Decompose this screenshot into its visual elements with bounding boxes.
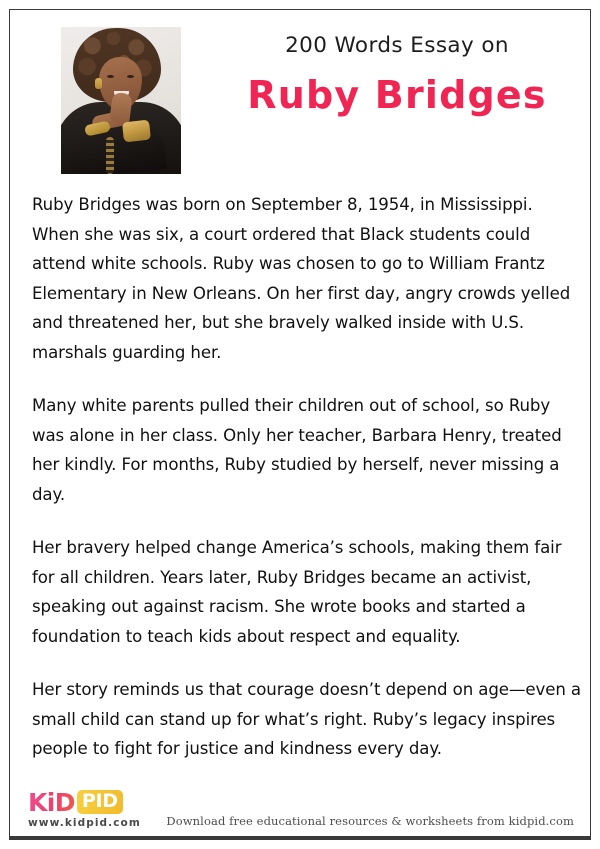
portrait-illustration [61, 27, 181, 174]
portrait-earring [95, 78, 102, 89]
footer-divider [10, 836, 590, 839]
essay-paragraph: Ruby Bridges was born on September 8, 1954, in Mississippi. When she was six, a court ordered that Black students could attend white schools. Ruby was chosen to go to William Frantz Elementary in New Orleans. On her first day, angry crowds yelled and threatened her, but she bravely walked inside with U.S. marshals guarding her. [32, 195, 571, 362]
worksheet-border [9, 9, 591, 840]
portrait-necklace [106, 137, 114, 174]
portrait-eye-left [107, 75, 114, 78]
kidpid-logo-kid-text: KiD [28, 787, 75, 817]
title-block [206, 34, 588, 116]
worksheet-header [10, 10, 590, 175]
page-title: Ruby Bridges [247, 72, 547, 117]
footer-promo-text: Download free educational resources & worksheets from kidpid.com [166, 814, 574, 828]
portrait-hand [109, 92, 133, 124]
portrait-gold-cuff [122, 120, 151, 143]
kidpid-logo-pid-badge: PID [77, 790, 123, 814]
essay-kicker: 200 Words Essay on [285, 33, 509, 58]
essay-body [32, 190, 584, 764]
essay-paragraph: Many white parents pulled their children out of school, so Ruby was alone in her class. Only her teacher, Barbara Henry, treated her kindly. For months, Ruby studied by herself, never missing a day. [32, 396, 562, 504]
essay-paragraph: Her story reminds us that courage doesn’t depend on age—even a small child can stand up for what’s right. Ruby’s legacy inspires people to fight for justice and kindness every day. [32, 680, 581, 758]
essay-paragraph: Her bravery helped change America’s schools, making them fair for all children. Years later, Ruby Bridges became an activist, speaking out against racism. She wrote books and started a foundation to teach kids about respect and equality. [32, 538, 562, 646]
worksheet-footer [10, 777, 590, 839]
ruby-bridges-portrait-photo [61, 27, 181, 174]
kidpid-website-url[interactable]: www.kidpid.com [28, 817, 141, 829]
kidpid-logo-wordmark [28, 787, 198, 817]
portrait-eye-right [127, 75, 134, 78]
